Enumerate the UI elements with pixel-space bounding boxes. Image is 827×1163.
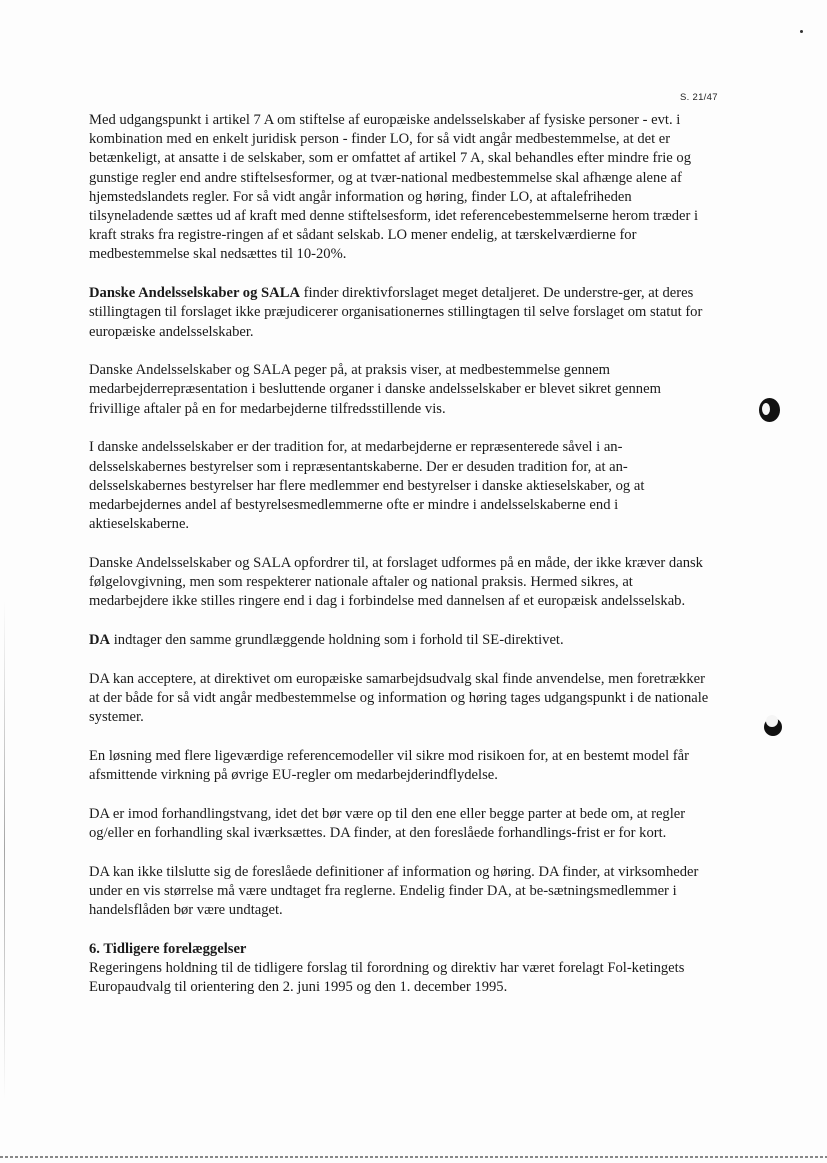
scan-bottom-edge	[0, 1156, 827, 1158]
paragraph-text: indtager den samme grundlæggende holdning som i forhold til SE-direktivet.	[110, 631, 564, 648]
paragraph-andelsselskaber-sala-intro	[89, 284, 709, 342]
punch-hole-mark	[764, 718, 782, 736]
page-number: S. 21/47	[680, 92, 718, 103]
paragraph-da-negotiation: DA er imod forhandlingstvang, idet det bør være op til den ene eller begge parter at bede om, at regler og/eller en forhandling skal iværksættes. DA finder, at den foreslåede forhandlings-frist er for kort.	[89, 805, 686, 841]
organization-name: Danske Andelsselskaber og SALA	[89, 285, 300, 302]
organization-name: DA	[89, 631, 111, 648]
punch-hole-mark	[759, 398, 780, 422]
paragraph-reference-models: En løsning med flere ligeværdige referencemodeller vil sikre mod risikoen for, at en bestemt model får afsmittende virkning på øvrige EU-regler om medarbejderindflydelse.	[89, 747, 689, 783]
paragraph-andelsselskaber-tradition: I danske andelsselskaber er der tradition for, at medarbejderne er repræsenterede såvel i an-delsselskabernes bestyrelser som i repræsentantskaberne. Der er desuden tradition for, at an-delsselskabernes bestyrelser har flere medlemmer end bestyrelser i danske aktieselskaber, og at medarbejdernes andel af bestyrelsesmedlemmerne ofte er mindre i andelsselskaberne end i aktieselskaberne.	[89, 439, 645, 533]
paragraph-text: finder direktivforslaget meget detaljeret. De understre-ger, at deres stillingtagen til forslaget ikke præjudicerer organisationernes stillingtagen til selve forslaget om statut for europæiske andelsselskaber.	[89, 285, 703, 340]
scan-edge-line	[4, 600, 5, 1100]
scan-speck	[800, 30, 803, 33]
paragraph-da-definitions: DA kan ikke tilslutte sig de foreslåede definitioner af information og høring. DA finder, at virksomheder under en vis størrelse må være undtaget fra reglerne. Endelig finder DA, at be-sætningsmedlemmer i handelsflåden bør være undtaget.	[89, 863, 699, 918]
section-body: Regeringens holdning til de tidligere forslag til forordning og direktiv har været forelagt Fol-ketingets Europaudvalg til orientering den 2. juni 1995 og den 1. december 1995.	[89, 959, 685, 996]
document-body	[89, 111, 709, 997]
paragraph-lo-position: Med udgangspunkt i artikel 7 A om stiftelse af europæiske andelsselskaber af fysiske personer - evt. i kombination med en enkelt juridisk person - finder LO, for så vidt angår medbestemmelse, at det er betænkeligt, at ansatte i de selskaber, som er omfattet af artikel 7 A, skal behandles efter mindre frie og gunstige regler end andre stiftelsesformer, og at tvær-national medbestemmelse skal afhænge alene af hjemstedslandets regler. For så vidt angår information og høring, finder LO, at aftalefriheden tilsyneladende sættes ud af kraft med denne stiftelsesform, idet referencebestemmelserne herom træder i kraft straks fra registre-ringen af et sådant selskab. LO mener endelig, at tærskelværdierne for medbestemmelse skal nedsættes til 10-20%.	[89, 112, 699, 263]
paragraph-andelsselskaber-request: Danske Andelsselskaber og SALA opfordrer til, at forslaget udformes på en måde, der ikke kræver dansk følgelovgivning, men som respekterer nationale aftaler og national praksis. Hermed sikres, at medarbejdere ikke stilles ringere end i dag i forbindelse med dannelsen af et europæisk andelsselskab.	[89, 554, 703, 610]
section-heading: 6. Tidligere forelæggelser	[89, 940, 247, 957]
paragraph-da-accept: DA kan acceptere, at direktivet om europæiske samarbejdsudvalg skal finde anvendelse, men foretrækker at der både for så vidt angår medbestemmelse og information og høring tages udgangspunkt i de nationale systemer.	[89, 670, 709, 726]
paragraph-da-position	[89, 631, 709, 650]
paragraph-andelsselskaber-practice: Danske Andelsselskaber og SALA peger på, at praksis viser, at medbestemmelse gennem medarbejderrepræsentation i besluttende organer i danske andelsselskaber er blevet sikret gennem frivillige aftaler på en for medarbejderne tilfredsstillende vis.	[89, 362, 661, 417]
